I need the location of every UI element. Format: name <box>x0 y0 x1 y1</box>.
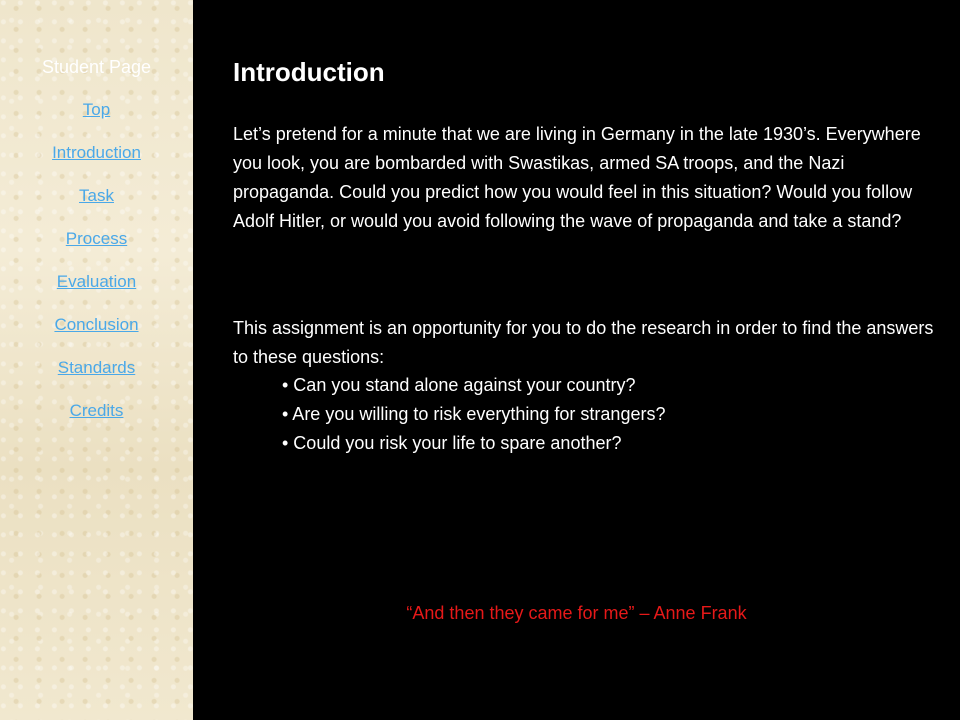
nav-link-top[interactable]: Top <box>82 100 111 119</box>
nav-link-task[interactable]: Task <box>79 186 114 205</box>
nav-link-process[interactable]: Process <box>65 229 128 248</box>
nav-item-task <box>0 186 193 206</box>
nav-item-standards <box>0 358 193 378</box>
sidebar <box>0 0 193 720</box>
intro-paragraph: Let’s pretend for a minute that we are living in Germany in the late 1930’s. Everywhere you look, you are bombarded with Swastikas, armed SA troops, and the Nazi propaganda. Could you predict how you would feel in this situation? Would you follow Adolf Hitler, or would you avoid following the wave of propaganda and take a stand? <box>233 124 921 231</box>
question-bullet-1: • Can you stand alone against your country? <box>282 375 636 395</box>
nav-link-conclusion[interactable]: Conclusion <box>54 315 139 334</box>
nav-item-process <box>0 229 193 249</box>
question-bullet-2: • Are you willing to risk everything for strangers? <box>282 404 666 424</box>
nav-item-top <box>0 100 193 120</box>
nav-link-credits[interactable]: Credits <box>69 401 124 420</box>
page-title: Introduction <box>233 57 385 87</box>
nav-link-introduction[interactable]: Introduction <box>52 143 141 162</box>
assignment-paragraph: This assignment is an opportunity for you to do the research in order to find the answers to these questions: <box>233 318 934 367</box>
nav-item-conclusion <box>0 315 193 335</box>
sidebar-title: Student Page <box>41 57 152 77</box>
anne-frank-quote: “And then they came for me” – Anne Frank <box>406 603 747 623</box>
question-bullet-3: • Could you risk your life to spare another? <box>282 433 622 453</box>
nav-item-introduction <box>0 143 193 163</box>
nav-item-evaluation <box>0 272 193 292</box>
nav-link-standards[interactable]: Standards <box>57 358 136 377</box>
nav-item-credits <box>0 401 193 421</box>
nav-link-evaluation[interactable]: Evaluation <box>56 272 137 291</box>
